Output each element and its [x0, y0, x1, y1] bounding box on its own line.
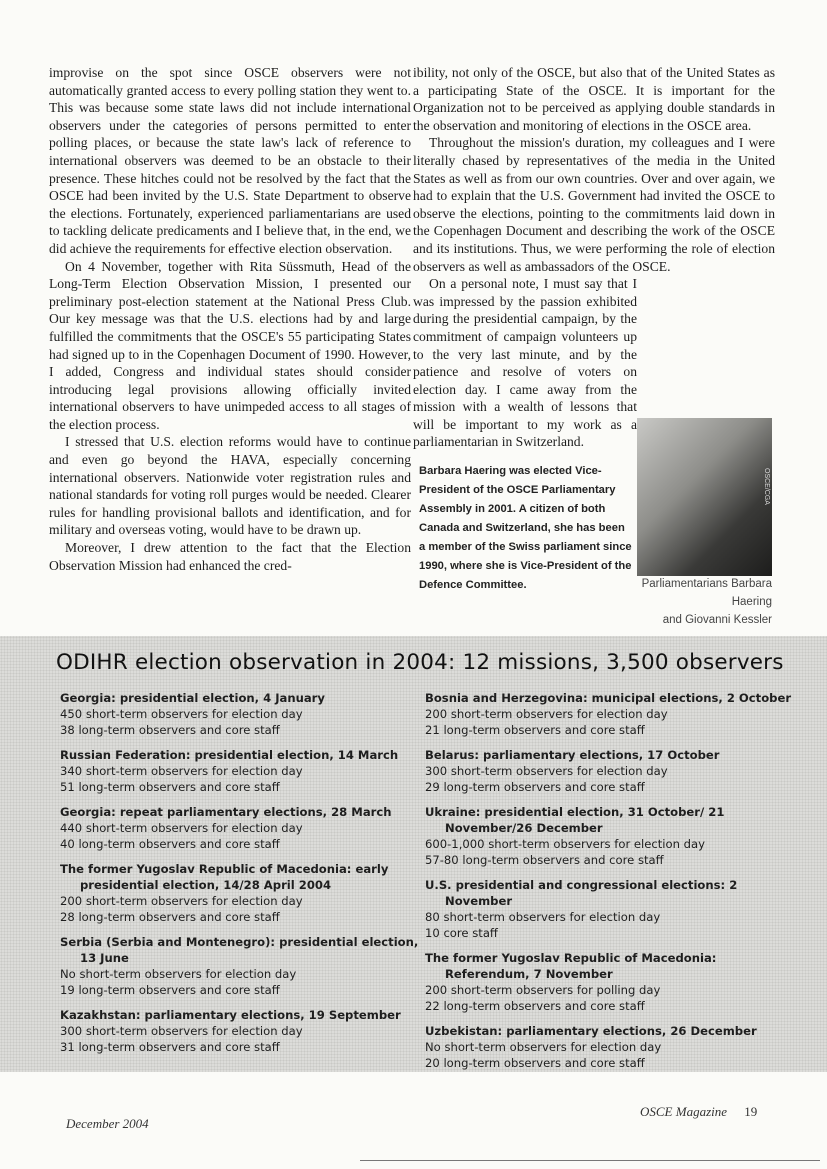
mission-heading: Belarus: parliamentary elections, 17 October — [425, 748, 720, 762]
mission-heading: Uzbekistan: parliamentary elections, 26 December — [425, 1024, 757, 1038]
mission-entry — [60, 747, 420, 795]
footer-date: December 2004 — [66, 1116, 149, 1131]
article-column-right — [413, 64, 775, 451]
mission-heading: Georgia: repeat parliamentary elections, 28 March — [60, 805, 392, 819]
photo-caption — [600, 575, 772, 629]
mission-entry — [425, 804, 795, 868]
mission-detail: 450 short-term observers for election day — [60, 707, 303, 721]
caption-line: Parliamentarians Barbara Haering — [641, 578, 772, 608]
mission-detail: 28 long-term observers and core staff — [60, 910, 280, 924]
mission-detail: 440 short-term observers for election day — [60, 821, 303, 835]
paragraph: Moreover, I drew attention to the fact that the Election Observation Mission had enhanced the cred- — [49, 540, 411, 573]
page-number: 19 — [744, 1104, 758, 1119]
magazine-name: OSCE Magazine — [640, 1104, 728, 1119]
paragraph: Throughout the mission's duration, my colleagues and I were literally chased by representatives of the media in the United States as well as from our own countries. Over and over again, we had to explain that the U.S. Government had invited the OSCE to observe the elections, pointing to the commitments laid down in the Copenhagen Document and describing the work of the OSCE and its institutions. Thus, we were performing the role of election observers as well as ambassadors of the OSCE. — [413, 135, 775, 274]
mission-detail: 200 short-term observers for election day — [425, 707, 668, 721]
mission-entry — [60, 690, 420, 738]
photo-credit: OSCE/CGA — [763, 468, 770, 505]
mission-detail: 38 long-term observers and core staff — [60, 723, 280, 737]
mission-heading: U.S. presidential and congressional elections: 2 November — [425, 878, 738, 908]
mission-heading: Serbia (Serbia and Montenegro): presidential election, 13 June — [60, 935, 419, 965]
mission-detail: No short-term observers for election day — [60, 967, 297, 981]
caption-line: and Giovanni Kessler — [662, 614, 772, 626]
mission-entry — [60, 1007, 420, 1055]
mission-detail: 300 short-term observers for election day — [60, 1024, 303, 1038]
mission-entry — [425, 1023, 795, 1071]
mission-detail: 21 long-term observers and core staff — [425, 723, 645, 737]
photo-parliamentarians — [637, 418, 772, 576]
mission-detail: 19 long-term observers and core staff — [60, 983, 280, 997]
mission-detail: 300 short-term observers for election day — [425, 764, 668, 778]
author-bio: Barbara Haering was elected Vice-President of the OSCE Parliamentary Assembly in 2001. A citizen of both Canada and Switzerland, she has been a member of the Swiss parliament since 1990, where she is Vice-President of the Defence Committee. — [419, 465, 632, 591]
mission-detail: 600-1,000 short-term observers for election day — [425, 837, 705, 851]
mission-heading: Georgia: presidential election, 4 January — [60, 691, 325, 705]
mission-heading: The former Yugoslav Republic of Macedonia: Referendum, 7 November — [425, 951, 717, 981]
mission-detail: 10 core staff — [425, 926, 498, 940]
mission-entry — [60, 934, 420, 998]
mission-detail: 340 short-term observers for election day — [60, 764, 303, 778]
box-title: ODIHR election observation in 2004: 12 missions, 3,500 observers — [56, 650, 784, 675]
paragraph: I stressed that U.S. election reforms would have to continue and even go beyond the HAVA, especially concerning international observers. Nationwide voter registration rules and national standards for voting roll purges would be needed. Clearer rules for handling provisional ballots and identification, and for military and overseas voting, would have to be drawn up. — [49, 434, 411, 538]
mission-detail: 22 long-term observers and core staff — [425, 999, 645, 1013]
mission-detail: No short-term observers for election day — [425, 1040, 662, 1054]
mission-detail: 31 long-term observers and core staff — [60, 1040, 280, 1054]
mission-entry — [425, 690, 795, 738]
mission-heading: The former Yugoslav Republic of Macedonia: early presidential election, 14/28 April 2004 — [60, 862, 389, 892]
mission-heading: Ukraine: presidential election, 31 October/ 21 November/26 December — [425, 805, 725, 835]
mission-entry — [425, 950, 795, 1014]
mission-detail: 20 long-term observers and core staff — [425, 1056, 645, 1070]
box-column-right — [425, 690, 795, 1080]
paragraph: ibility, not only of the OSCE, but also that of the United States as a participating State of the OSCE. It is important for the Organization not to be perceived as applying double standards in the observation and monitoring of elections in the OSCE area. — [413, 65, 775, 133]
footer-rule — [360, 1160, 820, 1161]
box-column-left — [60, 690, 420, 1064]
mission-entry — [425, 877, 795, 941]
mission-entry — [60, 804, 420, 852]
mission-detail: 40 long-term observers and core staff — [60, 837, 280, 851]
paragraph: On a personal note, I must say that I was impressed by the passion exhibited during the presidential campaign, by the commitment of campaign volunteers up to the very last minute, and by the patience and resolve of voters on election day. I came away from the mission with a wealth of lessons that will be important to my work as a parliamentarian in Switzerland. — [413, 276, 637, 450]
mission-detail: 29 long-term observers and core staff — [425, 780, 645, 794]
mission-heading: Bosnia and Herzegovina: municipal elections, 2 October — [425, 691, 792, 705]
mission-entry — [425, 747, 795, 795]
mission-heading: Kazakhstan: parliamentary elections, 19 September — [60, 1008, 401, 1022]
paragraph: improvise on the spot since OSCE observers were not automatically granted access to every polling station they went to. This was because some state laws did not include international observers under the categories of persons permitted to enter polling places, or because the state law's lack of reference to international observers was deemed to be an obstacle to their presence. These hitches could not be resolved by the fact that the OSCE had been invited by the U.S. State Department to observe the elections. Fortunately, experienced parliamentarians are used to tackling delicate predicaments and I believe that, in the end, we did achieve the requirements for effective election observation. — [49, 65, 411, 256]
mission-entry — [60, 861, 420, 925]
mission-heading: Russian Federation: presidential election, 14 March — [60, 748, 399, 762]
mission-detail: 57-80 long-term observers and core staff — [425, 853, 664, 867]
mission-detail: 200 short-term observers for polling day — [425, 983, 661, 997]
article-column-left — [49, 64, 411, 574]
mission-detail: 200 short-term observers for election day — [60, 894, 303, 908]
mission-detail: 80 short-term observers for election day — [425, 910, 661, 924]
paragraph: On 4 November, together with Rita Süssmuth, Head of the Long-Term Election Observation Mission, I presented our preliminary post-election statement at the National Press Club. Our key message was that the U.S. elections had by and large fulfilled the commitments that the OSCE's 55 participating States had signed up to in the Copenhagen Document of 1990. However, I added, Congress and individual states should consider introducing legal provisions allowing officially invited international observers to have unimpeded access to all stages of the election process. — [49, 258, 411, 432]
mission-detail: 51 long-term observers and core staff — [60, 780, 280, 794]
footer-folio — [640, 1104, 757, 1120]
